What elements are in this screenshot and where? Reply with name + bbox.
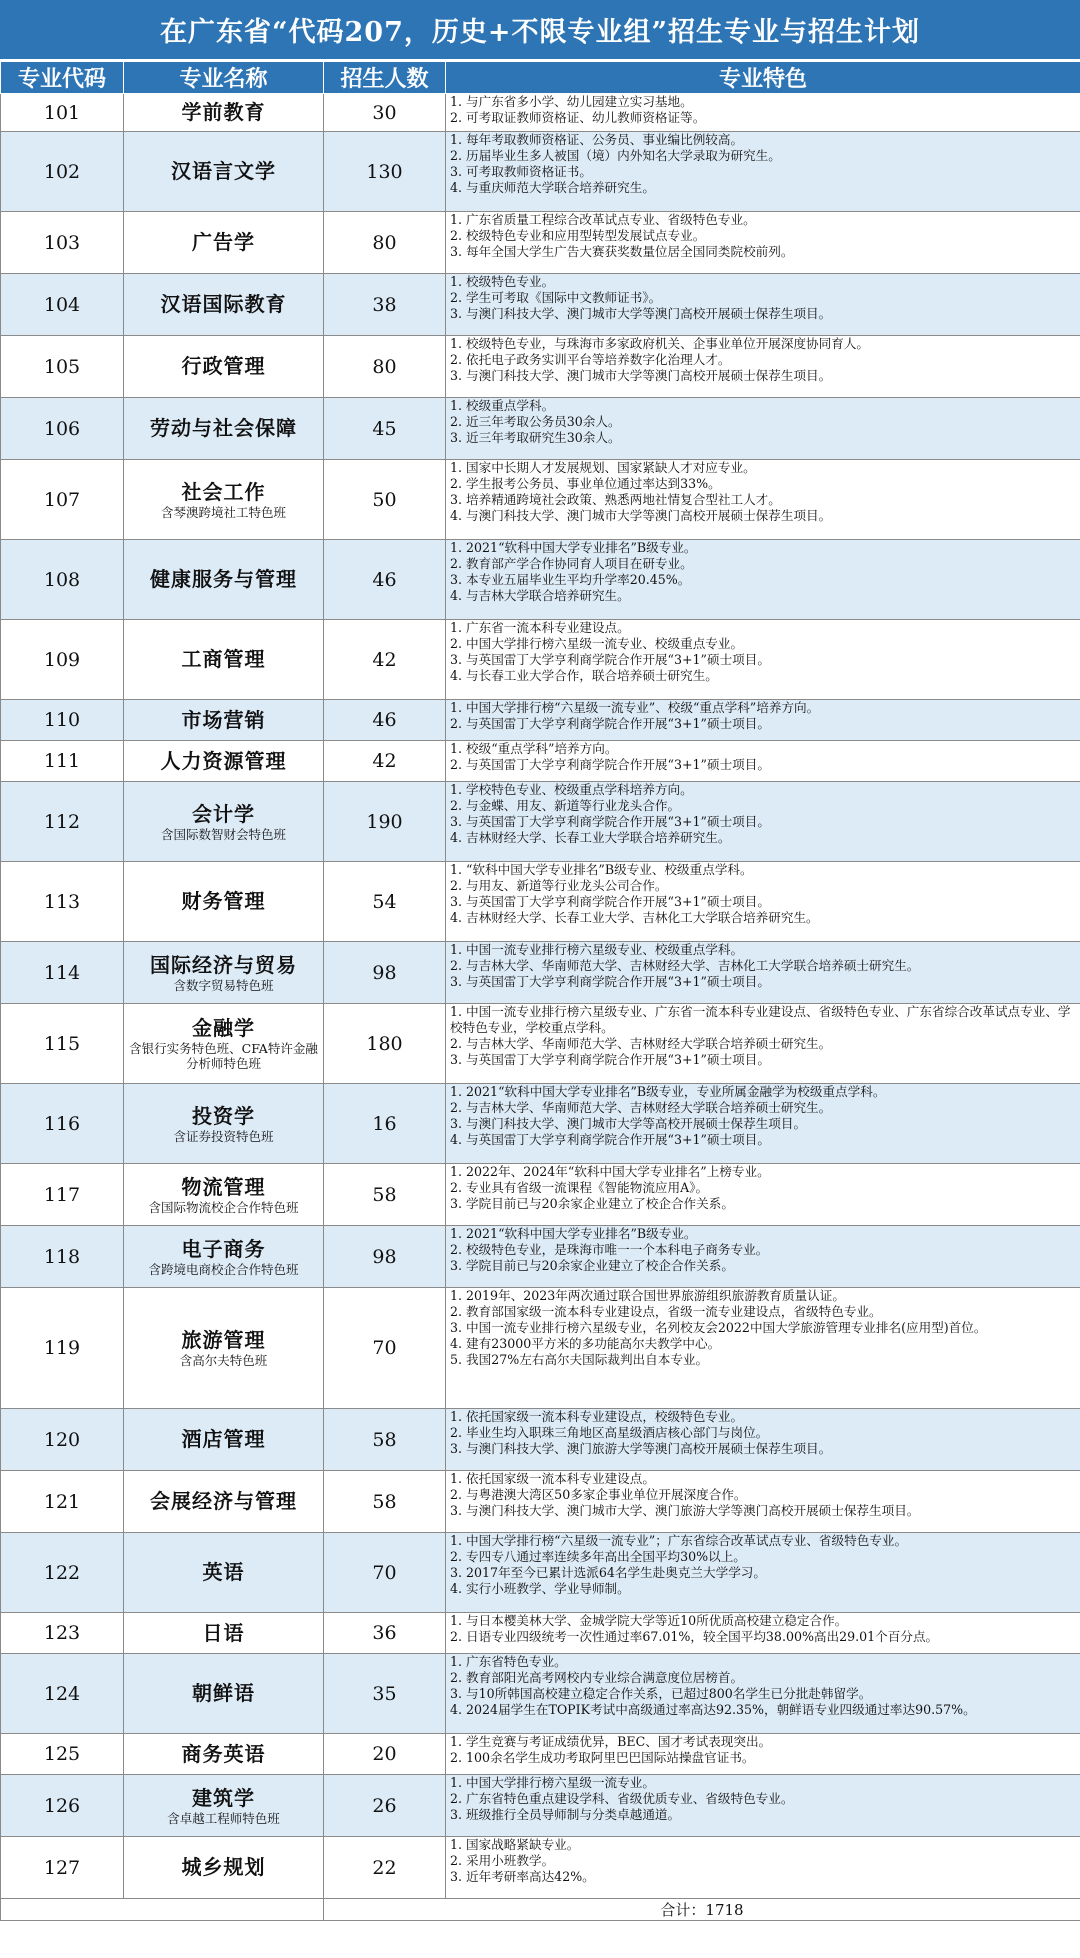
table-row <box>1 1164 1080 1226</box>
feature-item: 1. 校级特色专业，与珠海市多家政府机关、企事业单位开展深度协同育人。 <box>450 336 870 351</box>
feature-item: 2. 依托电子政务实训平台等培养数字化治理人才。 <box>450 352 731 367</box>
feature-item: 1. 与广东省多小学、幼儿园建立实习基地。 <box>450 94 693 109</box>
major-special-class: 含跨境电商校企合作特色班 <box>148 1261 299 1277</box>
feature-item: 2. 广东省特色重点建设学科、省级优质专业、省级特色专业。 <box>450 1791 794 1806</box>
feature-item: 2. 教育部国家级一流本科专业建设点，省级一流专业建设点，省级特色专业。 <box>450 1304 882 1319</box>
major-name: 朝鲜语 <box>192 1681 255 1705</box>
feature-item: 1. “软科中国大学专业排名”B级专业、校级重点学科。 <box>450 862 753 877</box>
major-name: 汉语言文学 <box>171 159 276 183</box>
enrollment-count: 22 <box>324 1837 446 1899</box>
major-features <box>446 336 1080 398</box>
feature-item: 1. 依托国家级一流本科专业建设点，校级特色专业。 <box>450 1409 744 1424</box>
major-code: 111 <box>1 741 124 782</box>
major-name: 英语 <box>202 1560 245 1584</box>
major-special-class: 含高尔夫特色班 <box>179 1353 268 1368</box>
feature-item: 2. 专业具有省级一流课程《智能物流应用A》。 <box>450 1180 709 1195</box>
feature-item: 1. 中国一流专业排行榜六星级专业、广东省一流本科专业建设点、省级特色专业、广东省综合改革试点专业、学校特色专业，学校重点学科。 <box>450 1004 1071 1035</box>
table-row <box>1 1613 1080 1654</box>
major-features <box>446 274 1080 336</box>
feature-item: 3. 与澳门科技大学、澳门城市大学、澳门旅游大学等澳门高校开展硕士保荐生项目。 <box>450 1503 920 1518</box>
table-row <box>1 1734 1080 1775</box>
major-features <box>446 1288 1080 1409</box>
major-features <box>446 1084 1080 1164</box>
major-name-cell <box>124 1471 324 1533</box>
major-code: 106 <box>1 398 124 460</box>
enrollment-count: 190 <box>324 782 446 862</box>
major-name: 日语 <box>202 1620 245 1645</box>
feature-item: 1. 校级特色专业。 <box>450 274 555 289</box>
total-row <box>1 1899 1080 1921</box>
feature-item: 4. 建有23000平方米的多功能高尔夫教学中心。 <box>450 1336 721 1351</box>
major-features <box>446 1734 1080 1775</box>
major-code: 113 <box>1 862 124 942</box>
major-features <box>446 741 1080 782</box>
major-special-class: 含国际物流校企合作特色班 <box>148 1199 299 1215</box>
major-name-cell <box>124 1734 324 1775</box>
feature-item: 2. 历届毕业生多人被国（境）内外知名大学录取为研究生。 <box>450 148 781 163</box>
enrollment-count: 80 <box>324 336 446 398</box>
feature-item: 4. 与澳门科技大学、澳门城市大学等澳门高校开展硕士保荐生项目。 <box>450 508 832 523</box>
major-name: 会计学 <box>192 801 255 826</box>
major-code: 112 <box>1 782 124 862</box>
major-name-cell <box>124 700 324 741</box>
major-name: 社会工作 <box>181 479 266 504</box>
feature-item: 2. 与粤港澳大湾区50多家企事业单位开展深度合作。 <box>450 1487 747 1502</box>
major-features <box>446 212 1080 274</box>
feature-item: 2. 专四专八通过率连续多年高出全国平均30%以上。 <box>450 1549 746 1564</box>
feature-item: 4. 与吉林大学联合培养研究生。 <box>450 588 630 603</box>
major-name: 健康服务与管理 <box>150 567 297 591</box>
feature-item: 3. 学院目前已与20余家企业建立了校企合作关系。 <box>450 1196 734 1211</box>
feature-item: 3. 与英国雷丁大学亨利商学院合作开展“3+1”硕士项目。 <box>450 814 770 829</box>
major-code: 107 <box>1 460 124 540</box>
major-features <box>446 460 1080 540</box>
major-name: 会展经济与管理 <box>150 1489 297 1513</box>
total-blank <box>1 1899 324 1921</box>
major-special-class: 含卓越工程师特色班 <box>167 1810 280 1826</box>
feature-item: 2. 与吉林大学、华南师范大学、吉林财经大学联合培养硕士研究生。 <box>450 1036 832 1051</box>
feature-item: 2. 可考取证教师资格证、幼儿教师资格证等。 <box>450 110 706 125</box>
feature-item: 1. 校级重点学科。 <box>450 398 555 413</box>
major-name: 建筑学 <box>192 1785 255 1810</box>
major-name: 国际经济与贸易 <box>150 952 297 977</box>
enrollment-count: 50 <box>324 460 446 540</box>
header-count: 招生人数 <box>324 62 446 94</box>
major-code: 103 <box>1 212 124 274</box>
major-name-cell <box>124 1409 324 1471</box>
major-name-cell <box>124 336 324 398</box>
feature-item: 3. 与澳门科技大学、澳门城市大学等澳门高校开展硕士保荐生项目。 <box>450 306 832 321</box>
table-row <box>1 460 1080 540</box>
feature-item: 1. 依托国家级一流本科专业建设点。 <box>450 1471 655 1486</box>
feature-item: 1. 广东省特色专业。 <box>450 1654 567 1669</box>
major-code: 110 <box>1 700 124 741</box>
enrollment-count: 98 <box>324 1226 446 1288</box>
enrollment-count: 70 <box>324 1533 446 1613</box>
feature-item: 1. 与日本樱美林大学、金城学院大学等近10所优质高校建立稳定合作。 <box>450 1613 848 1628</box>
major-features <box>446 1654 1080 1734</box>
major-code: 118 <box>1 1226 124 1288</box>
major-code: 120 <box>1 1409 124 1471</box>
page-title: 在广东省“代码207，历史+不限专业组”招生专业与招生计划 <box>0 0 1080 61</box>
feature-item: 1. 校级“重点学科”培养方向。 <box>450 741 618 756</box>
major-name: 投资学 <box>192 1103 255 1128</box>
table-row <box>1 741 1080 782</box>
feature-item: 3. 本专业五届毕业生平均升学率20.45%。 <box>450 572 691 587</box>
major-name: 工商管理 <box>181 647 266 671</box>
major-name-cell <box>124 94 324 132</box>
table-row <box>1 1226 1080 1288</box>
feature-item: 2. 日语专业四级统考一次性通过率67.01%，较全国平均38.00%高出29.01个百分点。 <box>450 1629 939 1644</box>
feature-item: 1. 学校特色专业、校级重点学科培养方向。 <box>450 782 693 797</box>
major-name: 商务英语 <box>181 1741 266 1766</box>
major-features <box>446 1613 1080 1654</box>
feature-item: 2. 与吉林大学、华南师范大学、吉林财经大学、吉林化工大学联合培养硕士研究生。 <box>450 958 920 973</box>
table-row <box>1 398 1080 460</box>
major-features <box>446 1837 1080 1899</box>
major-name-cell <box>124 1226 324 1288</box>
major-features <box>446 942 1080 1004</box>
feature-item: 2. 教育部产学合作协同育人项目在研专业。 <box>450 556 693 571</box>
major-code: 108 <box>1 540 124 620</box>
major-name: 市场营销 <box>181 707 266 732</box>
table-row <box>1 862 1080 942</box>
feature-item: 1. 2021“软科中国大学专业排名”B级专业，专业所属金融学为校级重点学科。 <box>450 1084 886 1099</box>
major-name-cell <box>124 540 324 620</box>
major-features <box>446 1004 1080 1084</box>
major-name-cell <box>124 1533 324 1613</box>
feature-item: 3. 与澳门科技大学、澳门城市大学等高校开展硕士保荐生项目。 <box>450 1116 807 1131</box>
table-row <box>1 1654 1080 1734</box>
major-features <box>446 1775 1080 1837</box>
feature-item: 2. 100余名学生成功考取阿里巴巴国际站操盘官证书。 <box>450 1750 755 1765</box>
enrollment-count: 46 <box>324 540 446 620</box>
major-features <box>446 1533 1080 1613</box>
header-features: 专业特色 <box>446 62 1080 94</box>
major-name: 财务管理 <box>181 889 266 913</box>
feature-item: 4. 吉林财经大学、长春工业大学联合培养研究生。 <box>450 830 731 845</box>
major-features <box>446 700 1080 741</box>
enrollment-count: 130 <box>324 132 446 212</box>
feature-item: 3. 每年全国大学生广告大赛获奖数量位居全国同类院校前列。 <box>450 244 794 259</box>
table-row <box>1 942 1080 1004</box>
major-features <box>446 1226 1080 1288</box>
feature-item: 3. 近三年考取研究生30余人。 <box>450 430 621 445</box>
major-name-cell <box>124 1004 324 1084</box>
major-code: 101 <box>1 94 124 132</box>
major-features <box>446 782 1080 862</box>
feature-item: 2. 中国大学排行榜六星级一流专业、校级重点专业。 <box>450 636 744 651</box>
major-name: 行政管理 <box>181 354 266 378</box>
enrollment-count: 58 <box>324 1471 446 1533</box>
major-name-cell <box>124 782 324 862</box>
feature-item: 3. 与澳门科技大学、澳门城市大学等澳门高校开展硕士保荐生项目。 <box>450 368 832 383</box>
major-features <box>446 1471 1080 1533</box>
major-name-cell <box>124 1837 324 1899</box>
feature-item: 3. 可考取教师资格证书。 <box>450 164 592 179</box>
feature-item: 1. 国家战略紧缺专业。 <box>450 1837 580 1852</box>
enrollment-count: 35 <box>324 1654 446 1734</box>
feature-item: 3. 与10所韩国高校建立稳定合作关系，已超过800名学生已分批赴韩留学。 <box>450 1686 872 1701</box>
major-name-cell <box>124 1775 324 1837</box>
feature-item: 3. 与英国雷丁大学亨利商学院合作开展“3+1”硕士项目。 <box>450 1052 770 1067</box>
feature-item: 2. 近三年考取公务员30余人。 <box>450 414 621 429</box>
major-code: 121 <box>1 1471 124 1533</box>
enrollment-count: 42 <box>324 620 446 700</box>
major-features <box>446 1164 1080 1226</box>
major-name-cell <box>124 212 324 274</box>
major-name-cell <box>124 1084 324 1164</box>
feature-item: 1. 中国一流专业排行榜六星级专业、校级重点学科。 <box>450 942 744 957</box>
enrollment-count: 180 <box>324 1004 446 1084</box>
major-code: 123 <box>1 1613 124 1654</box>
major-special-class: 含数字贸易特色班 <box>173 977 274 993</box>
table-row <box>1 1471 1080 1533</box>
feature-item: 4. 实行小班教学、学业导师制。 <box>450 1581 630 1596</box>
feature-item: 4. 吉林财经大学、长春工业大学、吉林化工大学联合培养研究生。 <box>450 910 819 925</box>
major-code: 102 <box>1 132 124 212</box>
major-name-cell <box>124 741 324 782</box>
feature-item: 2. 与英国雷丁大学亨利商学院合作开展“3+1”硕士项目。 <box>450 716 770 731</box>
major-code: 127 <box>1 1837 124 1899</box>
feature-item: 3. 近年考研率高达42%。 <box>450 1869 595 1884</box>
enrollment-count: 30 <box>324 94 446 132</box>
major-features <box>446 862 1080 942</box>
feature-item: 5. 我国27%左右高尔夫国际裁判出自本专业。 <box>450 1352 709 1367</box>
table-row <box>1 1409 1080 1471</box>
major-features <box>446 132 1080 212</box>
feature-item: 4. 2024届学生在TOPIK考试中高级通过率高达92.35%，朝鲜语专业四级通过率达90.57%。 <box>450 1702 976 1717</box>
enrollment-count: 80 <box>324 212 446 274</box>
major-name: 城乡规划 <box>181 1855 266 1879</box>
feature-item: 1. 2019年、2023年两次通过联合国世界旅游组织旅游教育质量认证。 <box>450 1288 845 1303</box>
major-code: 115 <box>1 1004 124 1084</box>
feature-item: 2. 学生可考取《国际中文教师证书》。 <box>450 290 662 305</box>
major-name: 旅游管理 <box>181 1328 266 1352</box>
major-name-cell <box>124 1613 324 1654</box>
feature-item: 2. 校级特色专业和应用型转型发展试点专业。 <box>450 228 706 243</box>
enrollment-count: 45 <box>324 398 446 460</box>
table-row <box>1 1775 1080 1837</box>
major-code: 124 <box>1 1654 124 1734</box>
enrollment-count: 58 <box>324 1164 446 1226</box>
feature-item: 2. 与金蝶、用友、新道等行业龙头合作。 <box>450 798 681 813</box>
feature-item: 4. 与重庆师范大学联合培养研究生。 <box>450 180 655 195</box>
feature-item: 3. 与英国雷丁大学亨利商学院合作开展“3+1”硕士项目。 <box>450 652 770 667</box>
enrollment-table <box>0 61 1080 1921</box>
feature-item: 1. 2021“软科中国大学专业排名”B级专业。 <box>450 1226 697 1241</box>
feature-item: 1. 国家中长期人才发展规划、国家紧缺人才对应专业。 <box>450 460 756 475</box>
major-name-cell <box>124 620 324 700</box>
major-code: 122 <box>1 1533 124 1613</box>
major-name: 广告学 <box>192 230 255 254</box>
feature-item: 1. 2022年、2024年“软科中国大学专业排名”上榜专业。 <box>450 1164 770 1179</box>
major-code: 105 <box>1 336 124 398</box>
table-row <box>1 336 1080 398</box>
feature-item: 3. 与英国雷丁大学亨利商学院合作开展“3+1”硕士项目。 <box>450 974 770 989</box>
major-code: 119 <box>1 1288 124 1409</box>
major-name-cell <box>124 1164 324 1226</box>
major-code: 126 <box>1 1775 124 1837</box>
feature-item: 3. 2017年至今已累计选派64名学生赴奥克兰大学学习。 <box>450 1565 766 1580</box>
major-name-cell <box>124 1288 324 1409</box>
major-code: 104 <box>1 274 124 336</box>
table-row <box>1 1533 1080 1613</box>
feature-item: 3. 中国一流专业排行榜六星级专业，名列校友会2022中国大学旅游管理专业排名(应用型)首位。 <box>450 1320 987 1335</box>
major-name-cell <box>124 460 324 540</box>
feature-item: 2. 校级特色专业，是珠海市唯一一个本科电子商务专业。 <box>450 1242 769 1257</box>
major-name: 金融学 <box>192 1016 255 1040</box>
major-features <box>446 620 1080 700</box>
table-body <box>1 94 1080 1921</box>
feature-item: 2. 学生报考公务员、事业单位通过率达到33%。 <box>450 476 721 491</box>
table-row <box>1 212 1080 274</box>
major-name: 物流管理 <box>181 1174 266 1199</box>
enrollment-count: 70 <box>324 1288 446 1409</box>
major-special-class: 含证券投资特色班 <box>173 1128 274 1144</box>
feature-item: 2. 与吉林大学、华南师范大学、吉林财经大学联合培养硕士研究生。 <box>450 1100 832 1115</box>
feature-item: 1. 每年考取教师资格证、公务员、事业编比例较高。 <box>450 132 744 147</box>
enrollment-count: 16 <box>324 1084 446 1164</box>
major-special-class: 含国际数智财会特色班 <box>160 826 286 842</box>
major-name-cell <box>124 942 324 1004</box>
enrollment-count: 46 <box>324 700 446 741</box>
table-row <box>1 1004 1080 1084</box>
feature-item: 2. 采用小班教学。 <box>450 1853 555 1868</box>
feature-item: 1. 中国大学排行榜“六星级一流专业”、校级“重点学科”培养方向。 <box>450 700 820 715</box>
table-row <box>1 540 1080 620</box>
enrollment-count: 36 <box>324 1613 446 1654</box>
table-row <box>1 1084 1080 1164</box>
table-header-row <box>1 62 1080 94</box>
major-name: 学前教育 <box>181 100 266 124</box>
major-name: 酒店管理 <box>181 1427 266 1451</box>
feature-item: 2. 与用友、新道等行业龙头公司合作。 <box>450 878 668 893</box>
major-name-cell <box>124 862 324 942</box>
feature-item: 1. 中国大学排行榜“六星级一流专业”；广东省综合改革试点专业、省级特色专业。 <box>450 1533 908 1548</box>
feature-item: 4. 与长春工业大学合作，联合培养硕士研究生。 <box>450 668 718 683</box>
major-code: 109 <box>1 620 124 700</box>
header-name: 专业名称 <box>124 62 324 94</box>
feature-item: 2. 教育部阳光高考网校内专业综合满意度位居榜首。 <box>450 1670 744 1685</box>
major-features <box>446 540 1080 620</box>
enrollment-count: 26 <box>324 1775 446 1837</box>
major-name-cell <box>124 274 324 336</box>
feature-item: 2. 与英国雷丁大学亨利商学院合作开展“3+1”硕士项目。 <box>450 757 770 772</box>
major-name-cell <box>124 1654 324 1734</box>
feature-item: 1. 广东省一流本科专业建设点。 <box>450 620 630 635</box>
major-code: 114 <box>1 942 124 1004</box>
feature-item: 3. 班级推行全员导师制与分类卓越通道。 <box>450 1807 681 1822</box>
feature-item: 4. 与英国雷丁大学亨利商学院合作开展“3+1”硕士项目。 <box>450 1132 770 1147</box>
table-row <box>1 274 1080 336</box>
major-name: 汉语国际教育 <box>160 292 287 316</box>
major-name-cell <box>124 132 324 212</box>
major-special-class: 含银行实务特色班、CFA特许金融分析师特色班 <box>129 1041 318 1071</box>
enrollment-count: 98 <box>324 942 446 1004</box>
total-value: 合计：1718 <box>324 1899 1080 1921</box>
table-row <box>1 700 1080 741</box>
header-code: 专业代码 <box>1 62 124 94</box>
major-code: 117 <box>1 1164 124 1226</box>
major-name-cell <box>124 398 324 460</box>
feature-item: 1. 中国大学排行榜六星级一流专业。 <box>450 1775 655 1790</box>
enrollment-count: 58 <box>324 1409 446 1471</box>
feature-item: 3. 学院目前已与20余家企业建立了校企合作关系。 <box>450 1258 734 1273</box>
major-name: 劳动与社会保障 <box>150 416 297 440</box>
major-features <box>446 398 1080 460</box>
enrollment-count: 42 <box>324 741 446 782</box>
feature-item: 1. 学生竞赛与考证成绩优异，BEC、国才考试表现突出。 <box>450 1734 772 1749</box>
enrollment-count: 38 <box>324 274 446 336</box>
major-special-class: 含琴澳跨境社工特色班 <box>160 504 286 520</box>
feature-item: 1. 2021“软科中国大学专业排名”B级专业。 <box>450 540 697 555</box>
table-row <box>1 620 1080 700</box>
major-name: 电子商务 <box>181 1236 266 1261</box>
feature-item: 2. 毕业生均入职珠三角地区高星级酒店核心部门与岗位。 <box>450 1425 769 1440</box>
major-features <box>446 1409 1080 1471</box>
table-row <box>1 94 1080 132</box>
enrollment-count: 20 <box>324 1734 446 1775</box>
feature-item: 3. 培养精通跨境社会政策、熟悉两地社情复合型社工人才。 <box>450 492 781 507</box>
enrollment-count: 54 <box>324 862 446 942</box>
major-code: 125 <box>1 1734 124 1775</box>
major-code: 116 <box>1 1084 124 1164</box>
major-name: 人力资源管理 <box>160 748 287 773</box>
feature-item: 1. 广东省质量工程综合改革试点专业、省级特色专业。 <box>450 212 756 227</box>
feature-item: 3. 与英国雷丁大学亨利商学院合作开展“3+1”硕士项目。 <box>450 894 770 909</box>
table-row <box>1 1288 1080 1409</box>
table-row <box>1 1837 1080 1899</box>
major-features <box>446 94 1080 132</box>
table-row <box>1 132 1080 212</box>
table-row <box>1 782 1080 862</box>
feature-item: 3. 与澳门科技大学、澳门旅游大学等澳门高校开展硕士保荐生项目。 <box>450 1441 832 1456</box>
